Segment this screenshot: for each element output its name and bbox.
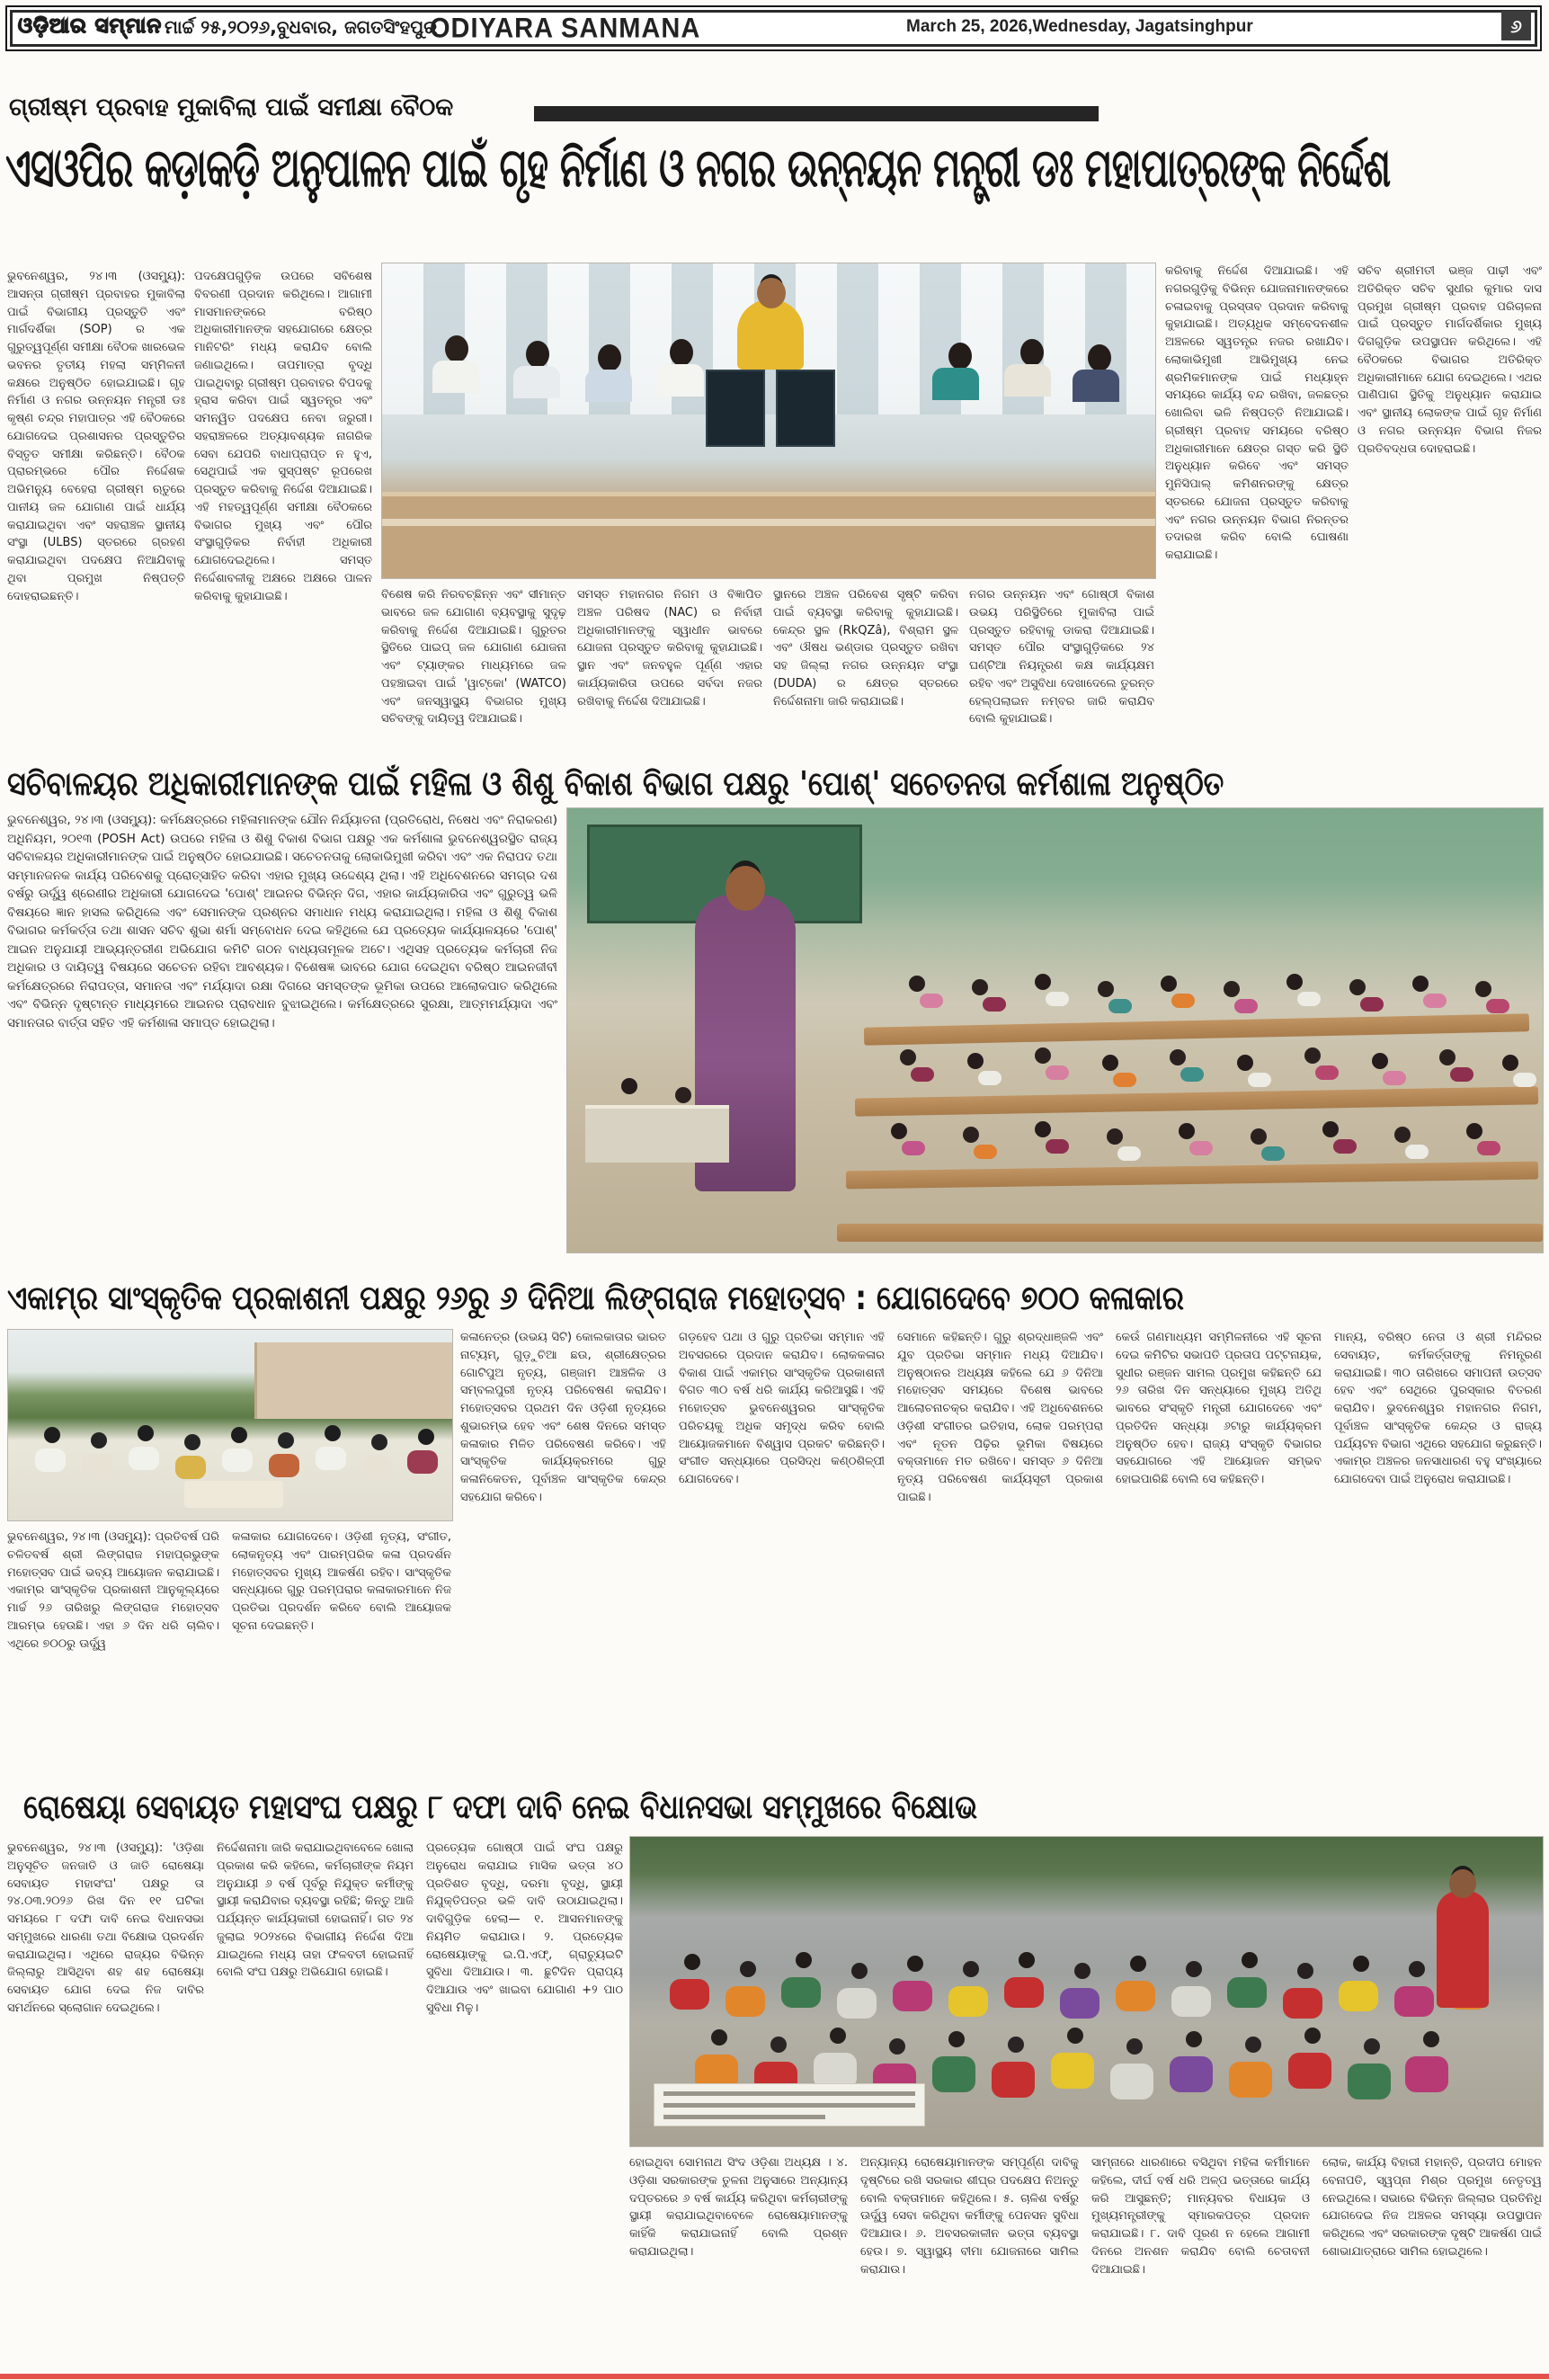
standing-protester: [1437, 1891, 1489, 2008]
article1-kicker: ଗ୍ରୀଷ୍ମ ପ୍ରବାହ ମୁକାବିଲା ପାଇଁ ସମୀକ୍ଷା ବୈଠକ: [9, 94, 454, 121]
dais-guests-heads: [621, 1078, 637, 1094]
article4-headline-text: ରୋଷେୟା ସେବାୟତ ମହାସଂଘ ପକ୍ଷରୁ ୮ ଦଫା ଦାବି ନେଇ ବିଧାନସଭା ସମ୍ମୁଖରେ ବିକ୍ଷୋଭ: [23, 1787, 978, 1826]
banner-text-line-2: [663, 2103, 915, 2108]
article3-column-1: ଭୁବନେଶ୍ୱର, ୨୪।୩ (ଓସମ୍ୟୁ): ପ୍ରତିବର୍ଷ ପରି ଚଳିତବର୍ଷ ଶ୍ରୀ ଲିଙ୍ଗରାଜ ମହାପ୍ରଭୁଙ୍କ ମହୋତ୍ସବ ପାଇଁ ଭବ୍ୟ ଆୟୋଜନ କରାଯାଇଛି। ଏକାମ୍ର ସାଂସ୍କୃତିକ ପ୍ରକାଶନୀ ଆନୁକୂଲ୍ୟରେ ମାର୍ଚ୍ଚ ୨୬ ତାରିଖରୁ ଲିଙ୍ଗରାଜ ମହୋତ୍ସବ ଆରମ୍ଭ ହେଉଛି। ଏହା ୬ ଦିନ ଧରି ଚାଲିବ। ଏଥିରେ ୭୦୦ରୁ ଊର୍ଦ୍ଧ୍ୱ: [7, 1530, 219, 1651]
article1-column-1: ଭୁବନେଶ୍ୱର, ୨୪।୩ (ଓସମ୍ୟୁ): ଆସନ୍ତା ଗ୍ରୀଷ୍ମ ପ୍ରବାହର ମୁକାବିଲା ପାଇଁ ବିଭାଗୀୟ ପ୍ରସ୍ତୁତି ଏବଂ ମାର୍ଗଦର୍ଶିକା (SOP) ର ଏକ ଗୁରୁତ୍ୱପୂର୍ଣ୍ଣ ସମୀକ୍ଷା ବୈଠକ ଖାରଭେଳ ଭବନର ତୃତୀୟ ମହଲା ସମ୍ମିଳନୀ କକ୍ଷରେ ଅନୁଷ୍ଠିତ ହୋଇଯାଇଛି। ଗୃହ ନିର୍ମାଣ ଓ ନଗର ଉନ୍ନୟନ ମନ୍ତ୍ରୀ ଡଃ କୃଷ୍ଣ ଚନ୍ଦ୍ର ମହାପାତ୍ର ଏହି ବୈଠକରେ ଯୋଗଦେଇ ପ୍ରଶାସନର ପ୍ରସ୍ତୁତିର ବିସ୍ତୃତ ସମୀକ୍ଷା କରିଛନ୍ତି। ବୈଠକ ପ୍ରାରମ୍ଭରେ ପୌର ନିର୍ଦ୍ଦେଶକ ଅଭିମନ୍ୟୁ ବେହେରା ଗ୍ରୀଷ୍ମ ଋତୁରେ ପାନୀୟ ଜଳ ଯୋଗାଣ ପାଇଁ ଧାର୍ଯ୍ୟ କରାଯାଇଥିବା ଏବଂ ସହରାଞ୍ଚଳ ସ୍ଥାନୀୟ ସଂସ୍ଥା (ULBS) ସ୍ତରରେ ଗ୍ରହଣ କରାଯାଇଥିବା ପଦକ୍ଷେପ ନିଆଯିବାକୁ ଥିବା ପ୍ରମୁଖ ନିଷ୍ପତ୍ତି ଦୋହରାଇଛନ୍ତି।: [7, 270, 185, 603]
monitor-right: [776, 370, 835, 447]
kicker-rule: [534, 106, 1099, 121]
article4-column-2: ନିର୍ଦ୍ଦେଶନାମା ଜାରି କରାଯାଇଥିବାବେଳେ ଖୋଲା ପ୍ରକାଶ କରି କହିଲେ, କର୍ମଚାରୀଙ୍କ ନିୟମ ଅନୁଯାୟୀ ୬ ବର୍ଷ ପୂର୍ବରୁ ନିଯୁକ୍ତ କର୍ମୀଙ୍କୁ ସ୍ଥାୟୀ କରାଯିବାର ବ୍ୟବସ୍ଥା ରହିଛି; କିନ୍ତୁ ଆଜି ପର୍ଯ୍ୟନ୍ତ କାର୍ଯ୍ୟକାରୀ ହୋଇନାହିଁ। ଗତ ୨୪ ଜୁଲାଇ ୨୦୨୪ରେ ବିଭାଗୀୟ ନିର୍ଦ୍ଦେଶ ଦିଆ ଯାଇଥିଲେ ମଧ୍ୟ ତାହା ଫଳବତୀ ହୋଇନାହିଁ ବୋଲି ସଂଘ ପକ୍ଷରୁ ଅଭିଯୋଗ ହୋଇଛି।: [217, 1841, 414, 1980]
article4-below-column-2: ଅନ୍ୟାନ୍ୟ ରୋଷେୟାମାନଙ୍କ ସମ୍ପୂର୍ଣ୍ଣ ଦାବିକୁ ଦୃଷ୍ଟିରେ ରଖି ସରକାର ଶୀଘ୍ର ପଦକ୍ଷେପ ନିଅନ୍ତୁ ବୋଲି ବକ୍ତାମାନେ କହିଥିଲେ। ୫. ଚାଳିଶ ବର୍ଷରୁ ଊର୍ଦ୍ଧ୍ୱ ସେବା କରିଥିବା କର୍ମୀଙ୍କୁ ପେନସନ ସୁବିଧା ଦିଆଯାଉ। ୬. ଅବସରକାଳୀନ ଭତ୍ତା ବ୍ୟବସ୍ଥା ହେଉ। ୭. ସ୍ୱାସ୍ଥ୍ୟ ବୀମା ଯୋଜନାରେ ସାମିଲ କରାଯାଉ।: [860, 2156, 1079, 2277]
table-papers: [382, 519, 1155, 526]
audience-saree-row-2: [911, 1067, 934, 1082]
newspaper-title: ODIYARA SANMANA: [430, 13, 701, 45]
standing-protester-head: [1449, 1869, 1476, 1898]
article3-column-4: ଗଡ଼ହେବ ପଥା ଓ ଗୁରୁ ପ୍ରତିଭା ସମ୍ମାନ ଏହି ଅବସରରେ ପ୍ରଦାନ କରାଯିବ। ଲୋକକଳାର ବିକାଶ ପାଇଁ ଏକାମ୍ର ସାଂସ୍କୃତିକ ପ୍ରକାଶନୀ ବିଗତ ୩୦ ବର୍ଷ ଧରି କାର୍ଯ୍ୟ କରିଆସୁଛି। ଏହି ମହୋତ୍ସବ ଭୁବନେଶ୍ୱରର ସାଂସ୍କୃତିକ ପରିଚୟକୁ ଅଧିକ ସମୃଦ୍ଧ କରିବ ବୋଲି ଆୟୋଜକମାନେ ବିଶ୍ୱାସ ପ୍ରକଟ କରିଛନ୍ତି। ସଂଗୀତ ସନ୍ଧ୍ୟାରେ ପ୍ରସିଦ୍ଧ କଣ୍ଠଶିଳ୍ପୀ ଯୋଗଦେବେ।: [679, 1331, 885, 1486]
article4-below-column-1: ହୋଇଥିବା ସୋମନାଥ ସିଂଦ ଓଡ଼ିଶା ଅଧ୍ୟକ୍ଷ । ୪. ଓଡ଼ିଶା ସରକାରଙ୍କ ତୁଳନା ଅନୁସାରେ ଅନ୍ୟାନ୍ୟ ଦପ୍ତରରେ ୬ ବର୍ଷ କାର୍ଯ୍ୟ କରିଥିବା କର୍ମଚାରୀଙ୍କୁ ସ୍ଥାୟୀ କରାଯାଇଥିବାବେଳେ ରୋଷେୟାମାନଙ୍କୁ କାହିଁକି କରାଯାଇନାହିଁ ବୋଲି ପ୍ରଶ୍ନ କରାଯାଇଥିଲା।: [629, 2156, 848, 2259]
article1-headline: [5, 137, 1545, 200]
banner-text-line-3: [663, 2115, 825, 2119]
building-backdrop: [254, 1342, 452, 1419]
audience-saree-row-3: [902, 1141, 925, 1155]
press-meet-photo: [7, 1329, 453, 1521]
audience-heads-row-1: [909, 976, 925, 992]
desk-row-2: [855, 1086, 1538, 1116]
masthead-date-odia: ମାର୍ଚ୍ଚ ୨୫,୨୦୨୬,ବୁଧବାର, ଜଗତସିଂହପୁର: [165, 16, 438, 38]
desk-row-1: [864, 1013, 1529, 1045]
protest-banner: [654, 2083, 925, 2126]
masthead-date-english: March 25, 2026,Wednesday, Jagatsinghpur: [906, 17, 1253, 36]
article1-right-column-1: କରିବାକୁ ନିର୍ଦ୍ଦେଶ ଦିଆଯାଇଛି। ଏହି ନଗରଗୁଡ଼ିକୁ ବିଭିନ୍ନ ଯୋଜନାମାନଙ୍କରେ ଚଳାଇବାକୁ ପ୍ରସ୍ତାବ ପ୍ରଦାନ କରିବାକୁ କୁହାଯାଇଛି। ଅତ୍ୟଧିକ ସମ୍ବେଦନଶୀଳ ଅଞ୍ଚଳରେ ସ୍ୱତନ୍ତ୍ର ନଜର ରଖାଯିବ। ଲୋକାଭିମୁଖୀ ଆଭିମୁଖ୍ୟ ନେଇ ଶ୍ରମିକମାନଙ୍କ ପାଇଁ ମଧ୍ୟାହ୍ନ ସମୟରେ କାର୍ଯ୍ୟ ବନ୍ଦ ରଖିବା, ଜଳଛତ୍ର ଖୋଲିବା ଭଳି ନିଷ୍ପତ୍ତି ନିଆଯାଇଛି। ଗ୍ରୀଷ୍ମ ପ୍ରବାହ ସମୟରେ ବରିଷ୍ଠ ଅଧିକାରୀମାନେ କ୍ଷେତ୍ର ଗସ୍ତ କରି ସ୍ଥିତି ଅନୁଧ୍ୟାନ କରିବେ ଏବଂ ସମସ୍ତ ମୁନିସିପାଲ୍ କମିଶନରଙ୍କୁ କ୍ଷେତ୍ର ସ୍ତରରେ ଯୋଜନା ପ୍ରସ୍ତୁତ କରିବାକୁ ଏବଂ ନଗର ଉନ୍ନୟନ ବିଭାଗ ନିରନ୍ତର ତଦାରଖ କରିବ ବୋଲି ଘୋଷଣା କରାଯାଇଛି।: [1165, 264, 1349, 562]
page-number-badge: ୬: [1501, 11, 1531, 40]
chief-guest-head: [757, 278, 786, 308]
meeting-photo: [381, 263, 1156, 579]
article3-column-2: କଳାକାର ଯୋଗଦେବେ। ଓଡ଼ିଶୀ ନୃତ୍ୟ, ସଂଗୀତ, ଲୋକନୃତ୍ୟ ଏବଂ ପାରମ୍ପରିକ କଳା ପ୍ରଦର୍ଶନ ମହୋତ୍ସବର ମୁଖ୍ୟ ଆକର୍ଷଣ ରହିବ। ସାଂସ୍କୃତିକ ସନ୍ଧ୍ୟାରେ ଗୁରୁ ପରମ୍ପରାର କଳାକାରମାନେ ନିଜ ପ୍ରତିଭା ପ୍ରଦର୍ଶନ କରିବେ ବୋଲି ଆୟୋଜକ ସୂଚନା ଦେଇଛନ୍ତି।: [232, 1530, 451, 1633]
bottom-rule: [0, 2374, 1549, 2379]
article1-below-column-3: ସ୍ଥାନରେ ଅଞ୍ଚଳ ପରିବେଶ ସୃଷ୍ଟି କରିବା ପାଇଁ ବ୍ୟବସ୍ଥା କରିବାକୁ କୁହାଯାଇଛି। କେନ୍ଦ୍ର ସ୍ଥଳ (RkQZâ), ବିଶ୍ରାମ ସ୍ଥଳ ଏବଂ ଔଷଧ ଭଣ୍ଡାର ପ୍ରସ୍ତୁତ ରଖିବା ସହ ଜିଲ୍ଲା ନଗର ଉନ୍ନୟନ ସଂସ୍ଥା (DUDA) ର କ୍ଷେତ୍ର ସ୍ତରରେ ନିର୍ଦ୍ଦେଶନାମା ଜାରି କରାଯାଇଛି।: [773, 588, 958, 709]
article2-headline-text: ସଚିବାଳୟର ଅଧିକାରୀମାନଙ୍କ ପାଇଁ ମହିଳା ଓ ଶିଶୁ ବିକାଶ ବିଭାଗ ପକ୍ଷରୁ 'ପୋଶ୍' ସଚେତନତା କର୍ମଶାଳା ଅନୁଷ୍ଠିତ: [7, 764, 1224, 803]
article4-column-1: ଭୁବନେଶ୍ୱର, ୨୪।୩ (ଓସମ୍ୟୁ): 'ଓଡ଼ିଶା ଅନୁସୂଚିତ ଜନଜାତି ଓ ଜାତି ରୋଷେୟା ସେବାୟତ ମହାସଂଘ' ପକ୍ଷରୁ ତା ୨୪.୦୩.୨୦୨୬ ରିଖ ଦିନ ୧୧ ଘଟିକା ସମୟରେ ୮ ଦଫା ଦାବି ନେଇ ବିଧାନସଭା ସମ୍ମୁଖରେ ଧାରଣା ତଥା ବିକ୍ଷୋଭ ପ୍ରଦର୍ଶନ କରାଯାଇଥିଲା। ଏଥିରେ ରାଜ୍ୟର ବିଭିନ୍ନ ଜିଲ୍ଲାରୁ ଆସିଥିବା ଶହ ଶହ ରୋଷେୟା ସେବାୟତ ଯୋଗ ଦେଇ ନିଜ ଦାବିର ସମର୍ଥନରେ ସ୍ଲୋଗାନ ଦେଇଥିଲେ।: [7, 1841, 204, 2015]
article3-column-7: ମାନ୍ୟ, ବରିଷ୍ଠ ନେତା ଓ ଶ୍ରୀ ମନ୍ଦିରର ସେବାୟତ, କର୍ମକର୍ତ୍ତାଙ୍କୁ ନିମନ୍ତ୍ରଣ କରାଯାଇଛି। ୩୦ ତାରିଖରେ ସମାପନୀ ଉତ୍ସବ ହେବ ଏବଂ ସେଥିରେ ପୁରସ୍କାର ବିତରଣ କରାଯିବ। ଭୁବନେଶ୍ୱର ମହାନଗର ନିଗମ, ପୂର୍ବାଞ୍ଚଳ ସାଂସ୍କୃତିକ କେନ୍ଦ୍ର ଓ ରାଜ୍ୟ ପର୍ଯ୍ୟଟନ ବିଭାଗ ଏଥିରେ ସହଯୋଗ କରୁଛନ୍ତି। ଏକାମ୍ର ଅଞ୍ଚଳର ଜନସାଧାରଣ ବହୁ ସଂଖ୍ୟାରେ ଯୋଗଦେବା ପାଇଁ ଅନୁରୋଧ କରାଯାଇଛି।: [1334, 1331, 1542, 1486]
article4-below-column-3: ସାମ୍ନାରେ ଧାରଣାରେ ବସିଥିବା ମହିଳା କର୍ମୀମାନେ କହିଲେ, ଦୀର୍ଘ ବର୍ଷ ଧରି ଅଳ୍ପ ଭତ୍ତାରେ କାର୍ଯ୍ୟ କରି ଆସୁଛନ୍ତି; ମାନ୍ୟବର ବିଧାୟକ ଓ ମୁଖ୍ୟମନ୍ତ୍ରୀଙ୍କୁ ସ୍ମାରକପତ୍ର ପ୍ରଦାନ କରାଯାଇଛି। ୮. ଦାବି ପୂରଣ ନ ହେଲେ ଆଗାମୀ ଦିନରେ ଅନଶନ କରାଯିବ ବୋଲି ଚେତାବନୀ ଦିଆଯାଇଛି।: [1091, 2156, 1310, 2277]
article1-below-column-4: ନଗର ଉନ୍ନୟନ ଏବଂ ଗୋଷ୍ଠୀ ବିକାଶ ଉଭୟ ପରିସ୍ଥିତିରେ ମୁକାବିଲା ପାଇଁ ପ୍ରସ୍ତୁତ ରହିବାକୁ ଡାକରା ଦିଆଯାଇଛି। ସମସ୍ତ ପୌର ସଂସ୍ଥାଗୁଡ଼ିକରେ ୨୪ ଘଣ୍ଟିଆ ନିୟନ୍ତ୍ରଣ କକ୍ଷ କାର୍ଯ୍ୟକ୍ଷମ ରହିବ ଏବଂ ଅସୁବିଧା ଦେଖାଦେଲେ ତୁରନ୍ତ ହେଲ୍ପଲାଇନ ନମ୍ବର ଜାରି କରାଯିବ ବୋଲି କୁହାଯାଇଛି।: [969, 588, 1154, 726]
article3-column-3: କଳାନେତ୍ର (ଉଭୟ ସିଟି) କୋଲକାତାର ଭାରତ ନାଟ୍ୟମ୍, ଗୁଡ଼ୁଚିଆ ଛଉ, ଶ୍ରୀକ୍ଷେତ୍ରର ଗୋଟିପୁଅ ନୃତ୍ୟ, ଗଞ୍ଜାମ ଆଞ୍ଚଳିକ ଓ ସମ୍ବଲପୁରୀ ନୃତ୍ୟ ପରିବେଷଣ କରାଯିବ। ମହୋତ୍ସବର ପ୍ରଥମ ଦିନ ଓଡ଼ିଶୀ ନୃତ୍ୟରେ ଶୁଭାରମ୍ଭ ହେବ ଏବଂ ଶେଷ ଦିନରେ ସମସ୍ତ କଳାକାର ମିଳିତ ପରିବେଷଣ କରିବେ। ଏହି ସାଂସ୍କୃତିକ କାର୍ଯ୍ୟକ୍ରମରେ ଗୁରୁ କଳାନିକେତନ, ପୂର୍ବାଞ୍ଚଳ ସାଂସ୍କୃତିକ କେନ୍ଦ୍ର ସହଯୋଗ କରିବେ।: [460, 1331, 666, 1504]
speaker-head: [726, 866, 765, 911]
article3-column-5: ସେମାନେ କହିଛନ୍ତି। ଗୁରୁ ଶ୍ରଦ୍ଧାଞ୍ଜଳି ଏବଂ ଯୁବ ପ୍ରତିଭା ସମ୍ମାନ ମଧ୍ୟ ଦିଆଯିବ। ଅନୁଷ୍ଠାନର ଅଧ୍ୟକ୍ଷ କହିଲେ ଯେ ୬ ଦିନିଆ ମହୋତ୍ସବ ସମୟରେ ବିଶେଷ ଭାବରେ ଆଲୋଚନାଚକ୍ର କରାଯିବ। ଏହି ଅଧିବେଶନରେ ଓଡ଼ିଶୀ ସଂଗୀତର ଇତିହାସ, ଲୋକ ପରମ୍ପରା ଏବଂ ନୂତନ ପିଢ଼ିର ଭୂମିକା ବିଷୟରେ ବକ୍ତାମାନେ ମତ ରଖିବେ। ସମସ୍ତ ୬ ଦିନିଆ ନୃତ୍ୟ ପରିବେଷଣ କାର୍ଯ୍ୟସୂଚୀ ପ୍ରକାଶ ପାଇଛି।: [897, 1331, 1103, 1504]
article2-headline: [7, 764, 1542, 804]
press-table: [184, 1481, 283, 1508]
article4-column-3: ପ୍ରତ୍ୟେକ ଗୋଷ୍ଠୀ ପାଇଁ ସଂଘ ପକ୍ଷରୁ ଅନୁରୋଧ କରାଯାଇ ମାସିକ ଭତ୍ତା ୪୦ ପ୍ରତିଶତ ବୃଦ୍ଧି, ଦରମା ବୃଦ୍ଧି, ସ୍ଥାୟୀ ନିଯୁକ୍ତିପତ୍ର ଭଳି ଦାବି ଉଠାଯାଇଥିଲା। ଦାବିଗୁଡ଼ିକ ହେଲା— ୧. ଆସନମାନଙ୍କୁ ନିୟମିତ କରାଯାଉ। ୨. ପ୍ରତ୍ୟେକ ରୋଷେୟାଙ୍କୁ ଇ.ପି.ଏଫ୍, ଗ୍ରାଚ୍ୟୁଇଟି ସୁବିଧା ଦିଆଯାଉ। ୩. ଛୁଟିଦିନ ପ୍ରାପ୍ୟ ଦିଆଯାଉ ଏବଂ ଖାଇବା ଯୋଗାଣ +୨ ପାଠ ସୁବିଧା ମିଳୁ।: [426, 1841, 623, 2015]
masthead: [5, 5, 1542, 51]
protesters-heads-row-2: [711, 2029, 727, 2046]
dais-table: [585, 1105, 729, 1163]
workshop-photo: [566, 807, 1544, 1253]
desk-row-3: [846, 1162, 1538, 1190]
article1-column-2: ପଦକ୍ଷେପଗୁଡ଼ିକ ଉପରେ ସବିଶେଷ ବିବରଣୀ ପ୍ରଦାନ କରିଥିଲେ। ଆଗାମୀ ମାସମାନଙ୍କରେ ବରିଷ୍ଠ ଅଧିକାରୀମାନଙ୍କ ସହଯୋଗରେ କ୍ଷେତ୍ର ମାନିଟରିଂ ମଧ୍ୟ କରାଯିବ ବୋଲି ଜଣାଇଥିଲେ। ତାପମାତ୍ରା ବୃଦ୍ଧି ପାଇଥିବାରୁ ଗ୍ରୀଷ୍ମ ପ୍ରବାହର ବିପଦକୁ ହ୍ରାସ କରିବା ପାଇଁ ସ୍ୱତନ୍ତ୍ର ଏବଂ ସମନ୍ୱିତ ପଦକ୍ଷେପ ନେବା ଜରୁରୀ। ସହରାଞ୍ଚଳରେ ଅତ୍ୟାବଶ୍ୟକ ନାଗରିକ ସେବା ଯେପରି ବାଧାପ୍ରାପ୍ତ ନ ହୁଏ, ସେଥିପାଇଁ ଏକ ସୁସ୍ପଷ୍ଟ ରୂପରେଖ ପ୍ରସ୍ତୁତ କରିବାକୁ ନିର୍ଦ୍ଦେଶ ଦିଆଯାଇଛି। ଏହି ମହତ୍ୱପୂର୍ଣ୍ଣ ସମୀକ୍ଷା ବୈଠକରେ ବିଭାଗର ମୁଖ୍ୟ ଏବଂ ପୌର ସଂସ୍ଥାଗୁଡ଼ିକର ନିର୍ବାହୀ ଅଧିକାରୀ ଯୋଗଦେଇଥିଲେ। ସମସ୍ତ ନିର୍ଦ୍ଦେଶାବଳୀକୁ ଅକ୍ଷରେ ଅକ୍ଷରେ ପାଳନ କରିବାକୁ କୁହାଯାଇଛି।: [194, 270, 372, 603]
press-heads: [44, 1427, 60, 1443]
desk-row-4: [837, 1224, 1543, 1242]
meeting-photo-table: [382, 492, 1155, 578]
attendee-heads: [445, 335, 468, 362]
article1-right-column-2: ସଚିବ ଶ୍ରୀମତୀ ଭଞ୍ଜ ପାଢ଼ୀ ଏବଂ ଅତିରିକ୍ତ ସଚିବ ସୁଧୀର କୁମାର ଦାସ ପ୍ରମୁଖ ଗ୍ରୀଷ୍ମ ପ୍ରବାହ ପରିଚାଳନା ପାଇଁ ପ୍ରସ୍ତୁତ ମାର୍ଗଦର୍ଶିକାର ମୁଖ୍ୟ ଦିଗଗୁଡ଼ିକ ଉପସ୍ଥାପନ କରିଥିଲେ। ଏହି ବୈଠକରେ ବିଭାଗର ଅତିରିକ୍ତ ଅଧିକାରୀମାନେ ଯୋଗ ଦେଇଥିଲେ। ଏଥର ପାଣିପାଗ ସ୍ଥିତିକୁ ଅନୁଧ୍ୟାନ କରାଯାଇ ଏବଂ ସ୍ଥାନୀୟ ଲୋକଙ୍କ ପାଇଁ ଗୃହ ନିର୍ମାଣ ଓ ନଗର ଉନ୍ନୟନ ବିଭାଗ ନିଜର ପ୍ରତିବଦ୍ଧତା ଦୋହରାଇଛି।: [1358, 264, 1542, 456]
attendee-bodies: [432, 361, 479, 393]
newspaper-logo: ଓଡ଼ିଆର ସମ୍ମାନ: [18, 14, 163, 38]
audience-saree-row-1: [920, 994, 943, 1008]
article3-headline: [7, 1279, 1542, 1318]
chief-guest-figure: [737, 299, 804, 370]
protesters-heads-row-1: [684, 1954, 700, 1970]
monitor-left: [706, 370, 765, 447]
article1-below-column-1: ବିଶେଷ କରି ନିରବଚ୍ଛିନ୍ନ ଏବଂ ସୀମାନ୍ତ ଭାବରେ ଜଳ ଯୋଗାଣ ବ୍ୟବସ୍ଥାକୁ ସୁଦୃଢ଼ କରିବାକୁ ନିର୍ଦ୍ଦେଶ ଦିଆଯାଇଛି। ଗୁରୁତର ସ୍ଥିତିରେ ପାଇପ୍ ଜଳ ଯୋଗାଣ ଯୋଜନା ଏବଂ ଟ୍ୟାଙ୍କର ମାଧ୍ୟମରେ ଜଳ ପହଞ୍ଚାଇବା ପାଇଁ 'ୱାଟ୍‌କୋ' (WATCO) ଏବଂ ଜନସ୍ୱାସ୍ଥ୍ୟ ବିଭାଗର ମୁଖ୍ୟ ସଚିବଙ୍କୁ ଦାୟିତ୍ୱ ଦିଆଯାଇଛି।: [381, 588, 566, 726]
article3-headline-text: ଏକାମ୍ର ସାଂସ୍କୃତିକ ପ୍ରକାଶନୀ ପକ୍ଷରୁ ୨୬ରୁ ୬ ଦିନିଆ ଲିଙ୍ଗରାଜ ମହୋତ୍ସବ : ଯୋଗଦେବେ ୭୦୦ କଳାକାର: [7, 1279, 1185, 1317]
article2-body: ଭୁବନେଶ୍ୱର, ୨୪।୩ (ଓସମ୍ୟୁ): କର୍ମକ୍ଷେତ୍ରରେ ମହିଳାମାନଙ୍କ ଯୌନ ନିର୍ଯ୍ୟାତନା (ପ୍ରତିରୋଧ, ନିଷେଧ ଏବଂ ନିରାକରଣ) ଅଧିନିୟମ, ୨୦୧୩ (POSH Act) ଉପରେ ମହିଳା ଓ ଶିଶୁ ବିକାଶ ବିଭାଗ ପକ୍ଷରୁ ଏକ କର୍ମଶାଳା ଭୁବନେଶ୍ୱରସ୍ଥିତ ରାଜ୍ୟ ସଚିବାଳୟର ଅଧିକାରୀମାନଙ୍କ ପାଇଁ ଅନୁଷ୍ଠିତ ହୋଇଯାଇଛି। ସଚେତନତାକୁ ଲୋକାଭିମୁଖୀ କରିବା ଏବଂ ଏକ ନିରାପଦ ତଥା ସମ୍ମାନଜନକ କାର୍ଯ୍ୟ ପରିବେଶକୁ ପ୍ରୋତ୍ସାହିତ କରିବା ଏହାର ମୁଖ୍ୟ ଉଦ୍ଦେଶ୍ୟ ଥିଲା। ଏହି ଅଧିବେଶନରେ ସମଗ୍ର ଦଶ ବର୍ଷରୁ ଊର୍ଦ୍ଧ୍ୱ ଶ୍ରେଣୀର ଅଧିକାରୀ ଯୋଗଦେଇ 'ପୋଶ୍' ଆଇନର ବିଭିନ୍ନ ଦିଗ, ଏହାର କାର୍ଯ୍ୟକାରିତା ଏବଂ ଗୁରୁତ୍ୱ ଭଳି ବିଷୟରେ ଜ୍ଞାନ ହାସଲ କରିଥିଲେ ଏବଂ ସେମାନଙ୍କ ପ୍ରଶ୍ନର ସମାଧାନ ମଧ୍ୟ କରାଯାଇଥିଲା। ମହିଳା ଓ ଶିଶୁ ବିକାଶ ବିଭାଗର କର୍ମକର୍ତ୍ତା ତଥା ଶାସନ ସଚିବ ଶୁଭା ଶର୍ମା ସମ୍ବୋଧନ ଦେଇ କହିଥିଲେ ଯେ ପ୍ରତ୍ୟେକ କାର୍ଯ୍ୟାଳୟରେ 'ପୋଶ୍' ଆଇନ ଅନୁଯାୟୀ ଆଭ୍ୟନ୍ତରୀଣ ଅଭିଯୋଗ କମିଟି ଗଠନ ବାଧ୍ୟତାମୂଳକ ଅଟେ। ଏଥିସହ ପ୍ରତ୍ୟେକ କର୍ମଚାରୀ ନିଜ ଅଧିକାର ଓ ଦାୟିତ୍ୱ ବିଷୟରେ ସଚେତନ ରହିବା ଆବଶ୍ୟକ। ବିଶେଷଜ୍ଞ ଭାବରେ ଯୋଗ ଦେଇଥିବା ବରିଷ୍ଠ ଆଇନଜୀବୀ କର୍ମକ୍ଷେତ୍ରରେ ନିରାପତ୍ତା, ସମାନତା ଏବଂ ମର୍ଯ୍ୟାଦା ରକ୍ଷା ଦିଗରେ ସମସ୍ତଙ୍କ ଭୂମିକା ଉପରେ ଆଲୋକପାତ କରିଥିଲେ ଏବଂ ବିଭିନ୍ନ ଦୃଷ୍ଟାନ୍ତ ମାଧ୍ୟମରେ ଆଇନର ପ୍ରାବଧାନ ବୁଝାଇଥିଲେ। କର୍ମକ୍ଷେତ୍ରରେ ସୁରକ୍ଷା, ଆତ୍ମମର୍ଯ୍ୟାଦା ଏବଂ ସମାନତାର ବାର୍ତ୍ତା ସହିତ ଏହି କର୍ମଶାଳା ସମାପ୍ତ ହୋଇଥିଲା।: [7, 813, 557, 1030]
audience-heads-row-3: [891, 1123, 907, 1139]
press-bodies: [35, 1449, 66, 1472]
article1-below-column-2: ସମସ୍ତ ମହାନଗର ନିଗମ ଓ ବିଜ୍ଞାପିତ ଅଞ୍ଚଳ ପରିଷଦ (NAC) ର ନିର୍ବାହୀ ଅଧିକାରୀମାନଙ୍କୁ ସ୍ୱାଧୀନ ଭାବରେ ଯୋଜନା ପ୍ରସ୍ତୁତ କରିବାକୁ କୁହାଯାଇଛି। ସ୍ଥାନ ଏବଂ ଜନବହୁଳ ପୂର୍ଣ୍ଣ ଏହାର କାର୍ଯ୍ୟକାରିତା ଉପରେ ସର୍ବଦା ନଜର ରଖିବାକୁ ନିର୍ଦ୍ଦେଶ ଦିଆଯାଇଛି।: [577, 588, 762, 709]
audience-heads-row-2: [900, 1049, 916, 1065]
article3-column-6: କେଉଁ ଗଣମାଧ୍ୟମ ସମ୍ମିଳନୀରେ ଏହି ସୂଚନା ଦେଇ କମିଟିର ସଭାପତି ପ୍ରତାପ ପଟ୍ଟନାୟକ, ସୁଧୀର ରଞ୍ଜନ ସାମଲ ପ୍ରମୁଖ କହିଛନ୍ତି ଯେ ୨୬ ତାରିଖ ଦିନ ସନ୍ଧ୍ୟାରେ ମୁଖ୍ୟ ଅତିଥି ଭାବରେ ସଂସ୍କୃତି ମନ୍ତ୍ରୀ ଯୋଗଦେବେ ଏବଂ ପ୍ରତିଦିନ ସନ୍ଧ୍ୟା ୬ଟାରୁ କାର୍ଯ୍ୟକ୍ରମ ଅନୁଷ୍ଠିତ ହେବ। ରାଜ୍ୟ ସଂସ୍କୃତି ବିଭାଗର ସହଯୋଗରେ ଏହି ଆୟୋଜନ ସମ୍ଭବ ହୋଇପାରିଛି ବୋଲି ସେ କହିଛନ୍ତି।: [1116, 1331, 1322, 1486]
article1-headline-text: ଏସଓପିର କଡ଼ାକଡ଼ି ଅନୁପାଳନ ପାଇଁ ଗୃହ ନିର୍ମାଣ ଓ ନଗର ଉନ୍ନୟନ ମନ୍ତ୍ରୀ ଡଃ ମହାପାତ୍ରଙ୍କ ନିର୍ଦ୍ଦେଶ: [5, 137, 1391, 200]
article4-below-column-4: ଲୋକ, କାର୍ଯ୍ୟ ବିହାରୀ ମହାନ୍ତି, ପ୍ରଦୀପ ମୋହନ ବେନାପତି, ସ୍ୱପ୍ନା ମିଶ୍ର ପ୍ରମୁଖ ନେତୃତ୍ୱ ନେଇଥିଲେ। ସଭାରେ ବିଭିନ୍ନ ଜିଲ୍ଲାର ପ୍ରତିନିଧି ଯୋଗଦେଇ ନିଜ ଅଞ୍ଚଳର ସମସ୍ୟା ଉପସ୍ଥାପନ କରିଥିଲେ ଏବଂ ସରକାରଙ୍କ ଦୃଷ୍ଟି ଆକର୍ଷଣ ପାଇଁ ଶୋଭାଯାତ୍ରାରେ ସାମିଲ ହୋଇଥିଲେ।: [1322, 2156, 1542, 2259]
protest-photo: [629, 1836, 1544, 2147]
article4-headline: [23, 1787, 1534, 1827]
protesters-bodies-row-1: [670, 1979, 709, 2010]
banner-text-line-1: [663, 2091, 915, 2096]
